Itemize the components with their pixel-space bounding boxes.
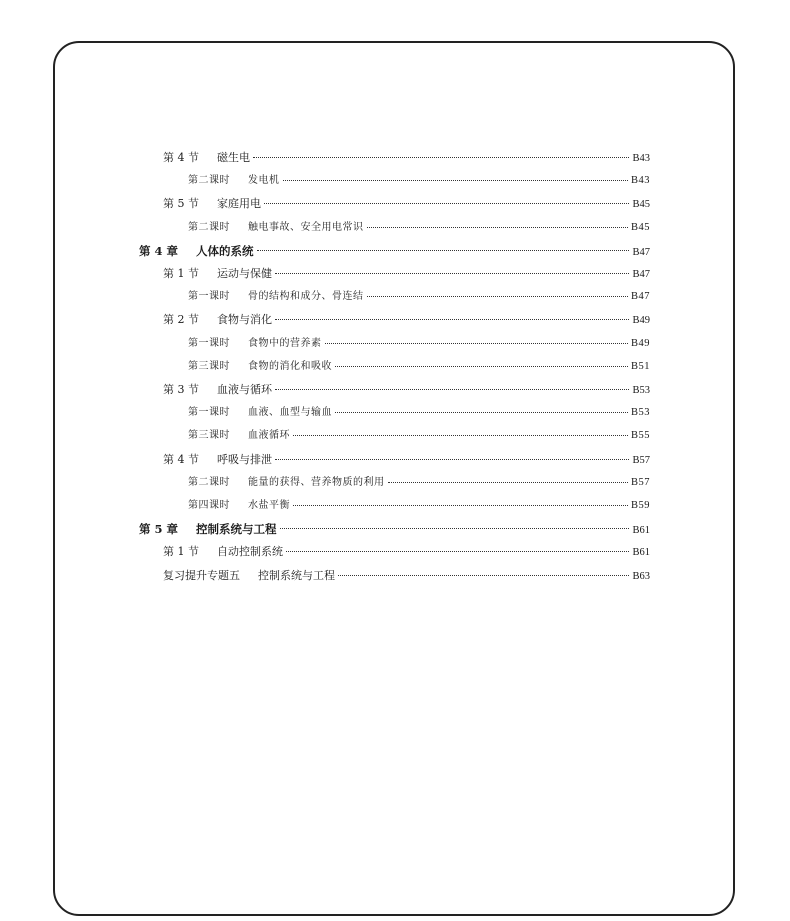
dot-leader (293, 505, 628, 506)
dot-leader (325, 343, 628, 344)
toc-entry-page: B47 (632, 269, 650, 280)
dot-leader (275, 273, 629, 274)
toc-entry-title: 控制系统与工程 (196, 522, 277, 537)
toc-entry-label: 第 5 节 (163, 197, 199, 211)
toc-lesson-row (188, 473, 650, 493)
toc-entry-title: 能量的获得、营养物质的利用 (248, 476, 385, 488)
toc-lesson-row (188, 496, 650, 516)
dot-leader (280, 528, 630, 529)
toc-entry-title: 食物与消化 (217, 313, 272, 327)
toc-section-row (163, 542, 650, 562)
dot-leader (293, 435, 628, 436)
toc-chapter-row (139, 519, 650, 539)
toc-entry-page: B45 (630, 221, 650, 233)
toc-entry-page: B51 (630, 360, 650, 372)
toc-section-row (163, 380, 650, 400)
dot-leader (335, 412, 628, 413)
toc-entry-label: 第 4 节 (163, 151, 199, 164)
toc-entry-label: 第三课时 (188, 430, 230, 442)
toc-entry-title: 人体的系统 (196, 243, 254, 258)
toc-entry-title: 触电事故、安全用电常识 (248, 221, 364, 233)
toc-entry-label: 第一课时 (188, 407, 230, 419)
toc-lesson-row (188, 287, 650, 307)
toc-entry-title: 食物中的营养素 (248, 337, 322, 349)
toc-chapter-row (139, 241, 650, 261)
toc-entry-label: 第 1 节 (163, 267, 199, 280)
toc-entry-title: 血液与循环 (217, 383, 272, 396)
toc-entry-label: 第一课时 (188, 337, 230, 349)
toc-entry-title: 骨的结构和成分、骨连结 (248, 291, 364, 303)
toc-entry-page: B43 (630, 175, 650, 187)
toc-entry-label: 第 2 节 (163, 313, 199, 327)
dot-leader (283, 180, 628, 181)
toc-entry-title: 自动控制系统 (217, 545, 283, 559)
toc-section-row (163, 194, 650, 214)
toc-entry-title: 发电机 (248, 175, 280, 187)
toc-entry-page: B49 (630, 337, 650, 349)
toc-entry-title: 血液循环 (248, 430, 290, 442)
toc-entry-title: 控制系统与工程 (258, 568, 335, 582)
toc-entry-label: 第 5 章 (139, 522, 179, 537)
toc-lesson-row (188, 334, 650, 354)
toc-entry-label: 第二课时 (188, 476, 230, 488)
dot-leader (275, 389, 629, 390)
toc-entry-page: B43 (632, 153, 650, 164)
dot-leader (264, 203, 629, 204)
dot-leader (257, 250, 630, 251)
dot-leader (275, 459, 629, 460)
dot-leader (338, 575, 629, 576)
toc-lesson-row (188, 357, 650, 377)
toc-entry-title: 家庭用电 (217, 197, 261, 211)
toc-section-row (163, 264, 650, 284)
toc-entry-title: 水盐平衡 (248, 500, 290, 511)
toc-lesson-row (188, 426, 650, 446)
dot-leader (275, 319, 629, 320)
toc-section-row (163, 310, 650, 330)
toc-entry-title: 呼吸与排泄 (217, 452, 272, 466)
toc-entry-label: 第 4 章 (139, 243, 179, 258)
toc-entry-page: B49 (632, 315, 650, 327)
toc-entry-page: B45 (632, 199, 650, 211)
toc-entry-label: 第一课时 (188, 291, 230, 303)
toc-lesson-row (188, 403, 650, 423)
toc-entry-page: B63 (632, 570, 650, 582)
toc-entry-label: 第 1 节 (163, 545, 199, 559)
toc-entry-page: B59 (630, 500, 650, 511)
dot-leader (253, 157, 629, 158)
toc-section-row (163, 566, 650, 586)
toc-entry-page: B55 (630, 430, 650, 442)
toc-entry-page: B57 (630, 476, 650, 488)
toc-entry-page: B61 (632, 525, 650, 537)
toc-entry-page: B53 (632, 385, 650, 396)
dot-leader (388, 482, 628, 483)
dot-leader (367, 227, 628, 228)
toc-entry-label: 复习提升专题五 (163, 568, 240, 582)
toc-entry-label: 第 3 节 (163, 383, 199, 396)
toc-entry-label: 第二课时 (188, 175, 230, 187)
toc-entry-title: 食物的消化和吸收 (248, 360, 332, 372)
toc-entry-page: B53 (630, 407, 650, 419)
dot-leader (367, 296, 628, 297)
dot-leader (286, 551, 629, 552)
toc-entry-label: 第三课时 (188, 360, 230, 372)
toc-section-row (163, 450, 650, 470)
toc-entry-page: B47 (632, 246, 650, 258)
toc-entry-page: B61 (632, 547, 650, 559)
toc-entry-page: B47 (630, 291, 650, 303)
toc-entry-label: 第四课时 (188, 500, 230, 511)
toc-lesson-row (188, 171, 650, 191)
dot-leader (335, 366, 628, 367)
toc-entry-title: 血液、血型与输血 (248, 407, 332, 419)
toc-entry-page: B57 (632, 454, 650, 466)
toc-lesson-row (188, 218, 650, 238)
toc-entry-label: 第 4 节 (163, 452, 199, 466)
toc-section-row (163, 148, 650, 168)
toc-entry-label: 第二课时 (188, 221, 230, 233)
toc-entry-title: 运动与保健 (217, 267, 272, 280)
toc-entry-title: 磁生电 (217, 151, 250, 164)
